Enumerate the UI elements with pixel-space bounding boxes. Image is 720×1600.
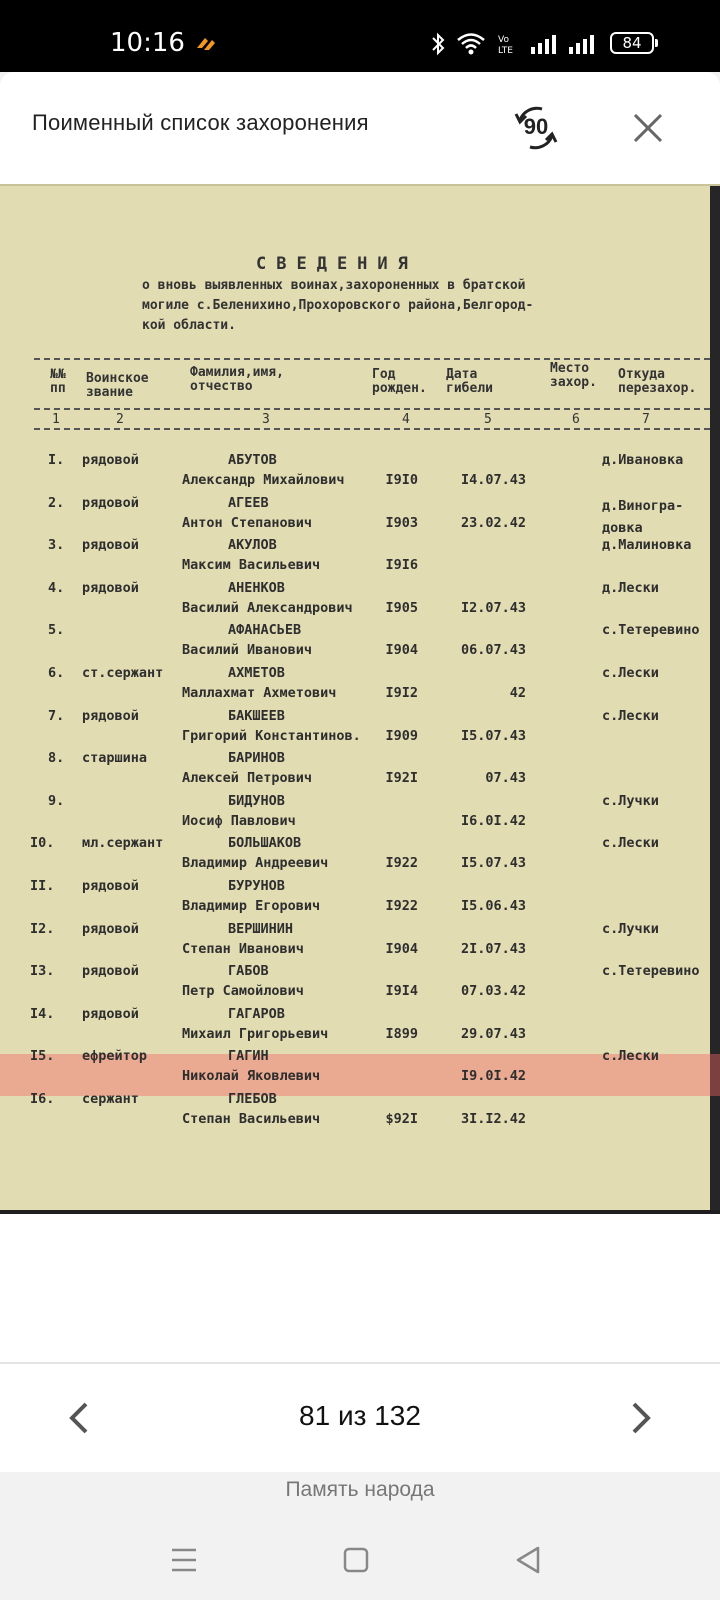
- svg-text:Vo: Vo: [498, 35, 509, 45]
- record-number: 9.: [48, 792, 65, 809]
- col-number-2: 2: [116, 412, 124, 427]
- record-given-names: Владимир Андреевич: [182, 855, 329, 872]
- record-birth-year: I9I6: [385, 557, 418, 574]
- record-rank: сержант: [82, 1091, 139, 1107]
- record-number: 4.: [48, 579, 65, 596]
- record-rank: рядовой: [82, 1005, 139, 1022]
- signal-1-icon: [530, 33, 558, 55]
- record-reburial-from: с.Тетеревино: [602, 622, 700, 639]
- status-icons: [430, 30, 596, 58]
- record-surname: АХМЕТОВ: [228, 665, 285, 681]
- record-death-date: I5.07.43: [460, 855, 526, 872]
- record-given-names: Степан Иванович: [182, 940, 304, 957]
- pager: [0, 1362, 720, 1472]
- page-title: Поименный список захоронения: [32, 110, 369, 135]
- record-surname: ВЕРШИНИН: [228, 920, 294, 937]
- record-given-names: Михаил Григорьевич: [182, 1025, 329, 1042]
- record-surname: ГЛЕБОВ: [228, 1091, 277, 1107]
- record-number: 7.: [48, 707, 65, 724]
- record-reburial-from: с.Лески: [602, 665, 659, 681]
- record-surname: БУРУНОВ: [228, 878, 285, 894]
- col-header-place: Место захор.: [550, 361, 597, 390]
- menu-icon[interactable]: [164, 1540, 204, 1580]
- bluetooth-icon: [430, 32, 446, 56]
- record-given-names: Маллахмат Ахметович: [182, 685, 337, 701]
- page-counter: 81 из 132: [299, 1400, 421, 1431]
- record-given-names: Василий Александрович: [182, 599, 353, 616]
- record-surname: ГАБОВ: [228, 963, 269, 980]
- record-death-date: 07.43: [485, 770, 526, 787]
- chevron-right-icon[interactable]: [622, 1398, 658, 1438]
- record-given-names: Николай Яковлевич: [182, 1068, 321, 1085]
- col-number-7: 7: [642, 412, 650, 427]
- record-rank: рядовой: [82, 494, 139, 511]
- col-header-year: Год рожден.: [372, 367, 427, 396]
- record-birth-year: I904: [385, 642, 418, 659]
- record-number: 8.: [48, 750, 65, 767]
- record-death-date: 29.07.43: [460, 1025, 526, 1042]
- record-given-names: Максим Васильевич: [182, 557, 321, 574]
- record-given-names: Петр Самойлович: [182, 983, 304, 1000]
- record-surname: БАКШЕЕВ: [228, 707, 285, 724]
- record-death-date: 42: [509, 685, 526, 701]
- record-given-names: Григорий Константинов.: [182, 727, 361, 744]
- record-given-names: Степан Васильевич: [182, 1111, 321, 1127]
- record-number: 2.: [48, 494, 65, 511]
- record-rank: рядовой: [82, 452, 139, 468]
- record-reburial-from: с.Тетеревино: [602, 963, 700, 980]
- status-bar: [0, 0, 720, 72]
- home-icon[interactable]: [336, 1540, 376, 1580]
- col-header-rank: Воинское звание: [86, 371, 149, 400]
- record-birth-year: I9I0: [385, 472, 418, 488]
- record-birth-year: I922: [385, 898, 418, 914]
- battery-icon: 84: [610, 32, 654, 54]
- document-subtitle-2: могиле с.Беленихино,Прохоровского района,Белгород-: [142, 298, 534, 313]
- col-header-date: Дата гибели: [446, 367, 493, 396]
- record-death-date: 2I.07.43: [460, 940, 526, 957]
- back-icon[interactable]: [508, 1540, 548, 1580]
- record-surname: АФАНАСЬЕВ: [228, 622, 302, 639]
- status-time: 10:16: [110, 28, 185, 58]
- scanned-document: [0, 184, 720, 1214]
- record-given-names: Василий Иванович: [182, 642, 313, 659]
- record-birth-year: I904: [385, 940, 418, 957]
- record-reburial-from: д.Лески: [602, 579, 659, 596]
- record-death-date: 3I.I2.42: [460, 1111, 526, 1127]
- record-surname: БАРИНОВ: [228, 750, 285, 767]
- record-birth-year: I9I2: [385, 685, 418, 701]
- record-rank: рядовой: [82, 963, 139, 980]
- record-surname: АКУЛОВ: [228, 537, 277, 554]
- record-given-names: Алексей Петрович: [182, 770, 313, 787]
- system-nav-bar: [0, 1520, 720, 1600]
- record-rank: старшина: [82, 750, 148, 767]
- signal-2-icon: [568, 33, 596, 55]
- col-number-6: 6: [572, 412, 580, 427]
- record-number: II.: [30, 878, 55, 894]
- rotate-label: 90: [523, 114, 549, 139]
- record-given-names: Антон Степанович: [182, 514, 313, 531]
- record-reburial-from: д.Ивановка: [602, 452, 684, 468]
- record-reburial-from: с.Лучки: [602, 920, 659, 937]
- table-rule-bottom: [34, 428, 710, 430]
- document-subtitle-3: кой области.: [142, 318, 236, 333]
- app-brand: Память народа: [285, 1478, 435, 1501]
- document-subtitle-1: о вновь выявленных воинах,захороненных в братской: [142, 278, 526, 293]
- col-number-5: 5: [484, 412, 492, 427]
- record-number: 6.: [48, 665, 65, 681]
- record-rank: мл.сержант: [82, 835, 164, 852]
- record-number: 3.: [48, 537, 65, 554]
- record-surname: АНЕНКОВ: [228, 579, 285, 596]
- record-surname: АГЕЕВ: [228, 494, 269, 511]
- record-death-date: I5.06.43: [460, 898, 526, 914]
- record-birth-year: I899: [385, 1025, 418, 1042]
- record-birth-year: I909: [385, 727, 418, 744]
- record-rank: рядовой: [82, 707, 139, 724]
- viewer-header: [0, 72, 720, 182]
- col-header-from: Откуда перезахор.: [618, 367, 697, 396]
- record-reburial-from: с.Лески: [602, 707, 659, 724]
- record-death-date: 07.03.42: [460, 983, 526, 1000]
- record-rank: рядовой: [82, 537, 139, 554]
- record-death-date: I4.07.43: [460, 472, 526, 488]
- record-reburial-from: д.Виногра- довка: [602, 497, 684, 536]
- rotate-button[interactable]: [508, 100, 564, 156]
- document-heading: СВЕДЕНИЯ: [256, 254, 418, 274]
- record-reburial-from: с.Лески: [602, 835, 659, 852]
- table-rule-mid: [34, 408, 710, 410]
- volte-icon: [496, 32, 520, 56]
- record-death-date: 23.02.42: [460, 514, 526, 531]
- record-surname: БОЛЬШАКОВ: [228, 835, 302, 852]
- col-number-4: 4: [402, 412, 410, 427]
- record-death-date: I5.07.43: [460, 727, 526, 744]
- record-given-names: Владимир Егорович: [182, 898, 321, 914]
- record-surname: ГАГИН: [228, 1048, 269, 1065]
- record-rank: рядовой: [82, 920, 139, 937]
- wifi-icon: [456, 32, 486, 56]
- record-reburial-from: с.Лучки: [602, 792, 659, 809]
- app-notification-icon: [194, 34, 218, 54]
- record-rank: ефрейтор: [82, 1048, 148, 1065]
- record-number: I2.: [30, 920, 55, 937]
- svg-text:LTE: LTE: [498, 46, 513, 56]
- document-viewer: [0, 72, 720, 1472]
- record-reburial-from: д.Малиновка: [602, 537, 692, 554]
- record-surname: БИДУНОВ: [228, 792, 285, 809]
- record-birth-year: I9I4: [385, 983, 418, 1000]
- col-number-3: 3: [262, 412, 270, 427]
- record-rank: рядовой: [82, 878, 139, 894]
- col-header-name: Фамилия,имя, отчество: [190, 365, 284, 394]
- record-rank: рядовой: [82, 579, 139, 596]
- record-surname: ГАГАРОВ: [228, 1005, 285, 1022]
- record-number: 5.: [48, 622, 65, 639]
- record-death-date: I9.0I.42: [460, 1068, 526, 1085]
- table-rule-top: [34, 358, 710, 360]
- record-birth-year: I92I: [385, 770, 418, 787]
- record-number: I5.: [30, 1048, 55, 1065]
- record-birth-year: $92I: [385, 1111, 418, 1127]
- record-death-date: I2.07.43: [460, 599, 526, 616]
- record-death-date: I6.0I.42: [460, 812, 526, 829]
- close-icon[interactable]: [630, 110, 666, 146]
- record-surname: АБУТОВ: [228, 452, 277, 468]
- record-birth-year: I903: [385, 514, 418, 531]
- col-number-1: 1: [52, 412, 60, 427]
- record-death-date: 06.07.43: [460, 642, 526, 659]
- record-birth-year: I905: [385, 599, 418, 616]
- record-rank: ст.сержант: [82, 665, 164, 681]
- record-number: I6.: [30, 1091, 55, 1107]
- col-header-num: №№ пп: [50, 367, 66, 396]
- record-number: I0.: [30, 835, 55, 852]
- record-reburial-from: с.Лески: [602, 1048, 659, 1065]
- record-birth-year: I922: [385, 855, 418, 872]
- record-number: I4.: [30, 1005, 55, 1022]
- record-given-names: Иосиф Павлович: [182, 812, 296, 829]
- record-number: I3.: [30, 963, 55, 980]
- record-number: I.: [48, 452, 65, 468]
- record-given-names: Александр Михайлович: [182, 472, 345, 488]
